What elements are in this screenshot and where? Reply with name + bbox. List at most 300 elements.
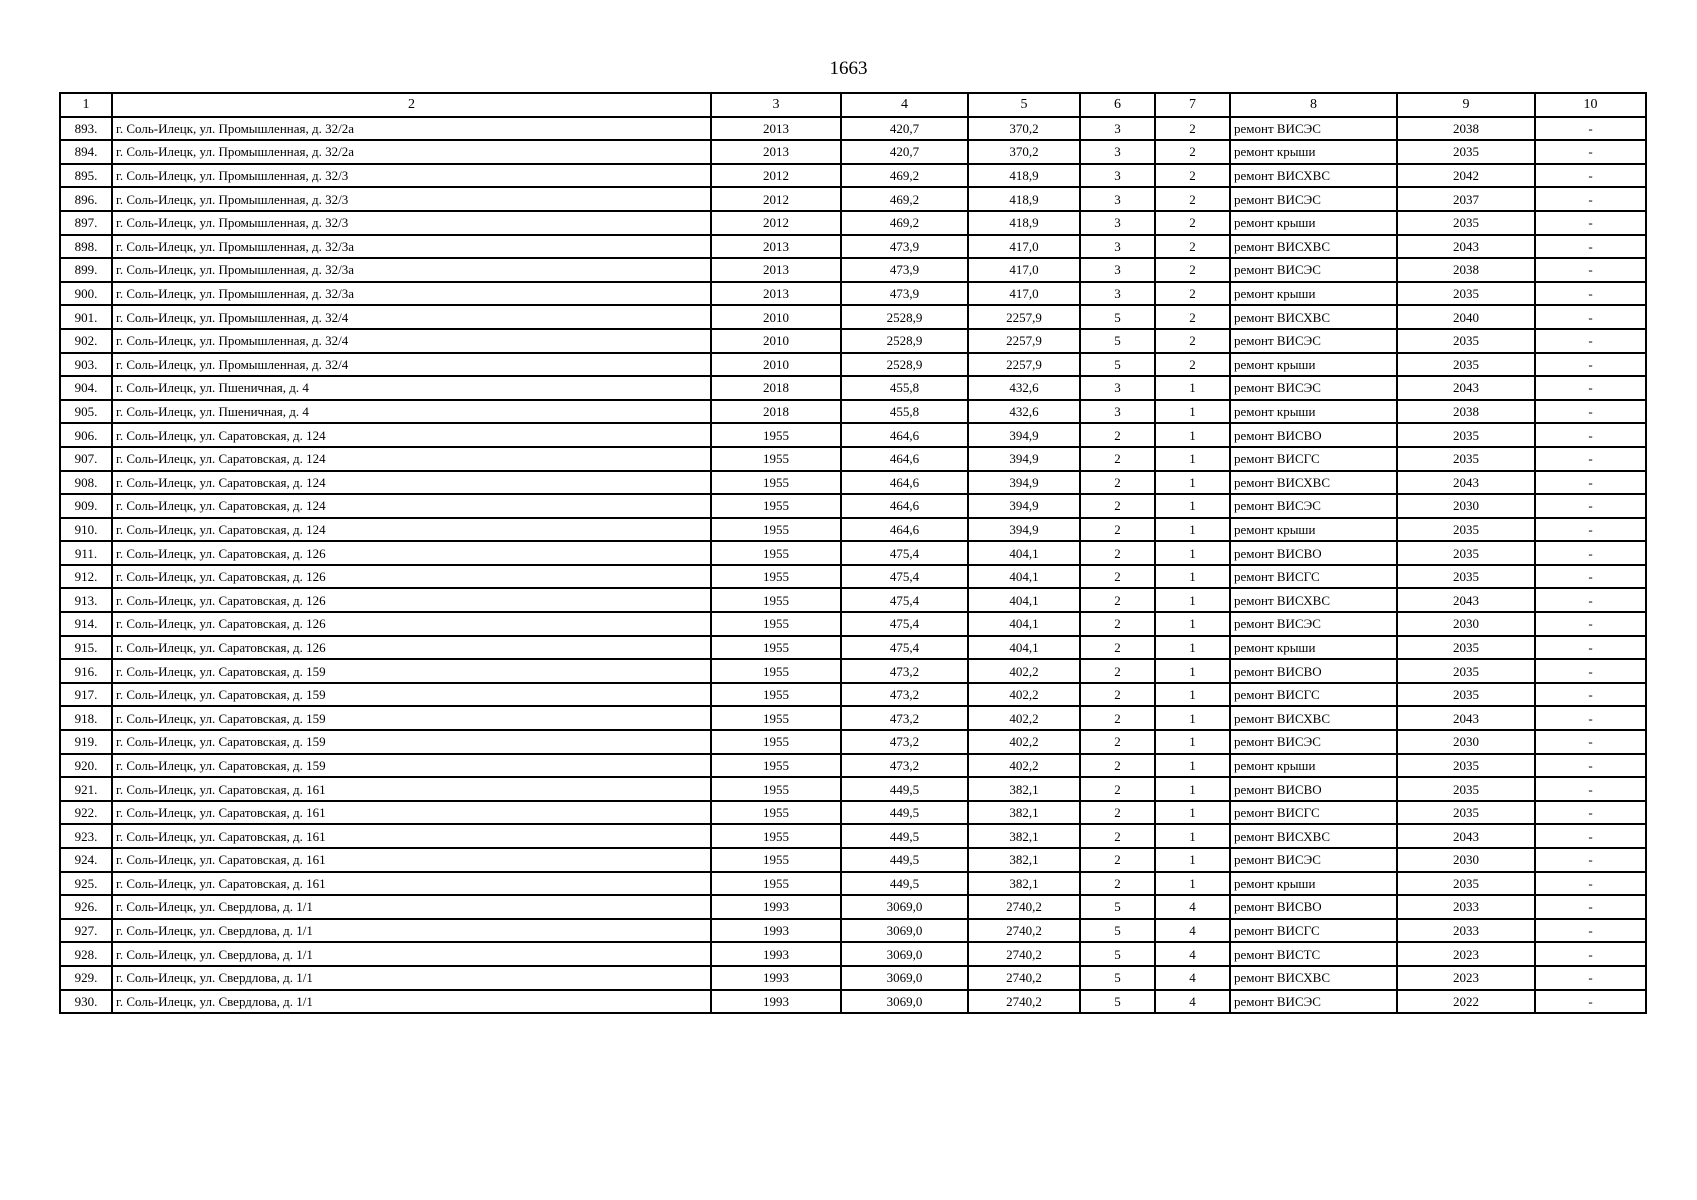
planned-year-cell: 2035: [1397, 683, 1535, 707]
row-number-cell: 921.: [60, 777, 112, 801]
row-number-cell: 905.: [60, 400, 112, 424]
table-row: [60, 423, 1646, 447]
total-area-cell: 469,2: [841, 211, 968, 235]
row-number-cell: 900.: [60, 282, 112, 306]
note-cell: -: [1535, 565, 1646, 589]
living-area-cell: 2740,2: [968, 942, 1080, 966]
row-number-cell: 917.: [60, 683, 112, 707]
address-cell: г. Соль-Илецк, ул. Свердлова, д. 1/1: [112, 895, 711, 919]
table-row: [60, 966, 1646, 990]
entrances-cell: 1: [1155, 612, 1230, 636]
living-area-cell: 382,1: [968, 872, 1080, 896]
row-number-cell: 903.: [60, 353, 112, 377]
table-body: [60, 117, 1646, 1014]
floors-cell: 5: [1080, 329, 1155, 353]
total-area-cell: 464,6: [841, 471, 968, 495]
address-cell: г. Соль-Илецк, ул. Промышленная, д. 32/4: [112, 353, 711, 377]
column-header: 1: [60, 93, 112, 117]
note-cell: -: [1535, 518, 1646, 542]
entrances-cell: 1: [1155, 400, 1230, 424]
note-cell: -: [1535, 659, 1646, 683]
work-type-cell: ремонт ВИСГС: [1230, 801, 1397, 825]
floors-cell: 5: [1080, 305, 1155, 329]
note-cell: -: [1535, 376, 1646, 400]
year-built-cell: 1955: [711, 612, 841, 636]
floors-cell: 5: [1080, 966, 1155, 990]
year-built-cell: 1955: [711, 471, 841, 495]
entrances-cell: 1: [1155, 447, 1230, 471]
address-cell: г. Соль-Илецк, ул. Саратовская, д. 161: [112, 872, 711, 896]
note-cell: -: [1535, 423, 1646, 447]
total-area-cell: 3069,0: [841, 966, 968, 990]
note-cell: -: [1535, 777, 1646, 801]
address-cell: г. Соль-Илецк, ул. Промышленная, д. 32/2а: [112, 117, 711, 141]
floors-cell: 3: [1080, 140, 1155, 164]
floors-cell: 2: [1080, 848, 1155, 872]
note-cell: -: [1535, 235, 1646, 259]
address-cell: г. Соль-Илецк, ул. Промышленная, д. 32/3: [112, 164, 711, 188]
year-built-cell: 2013: [711, 282, 841, 306]
floors-cell: 5: [1080, 942, 1155, 966]
row-number-cell: 927.: [60, 919, 112, 943]
floors-cell: 2: [1080, 423, 1155, 447]
living-area-cell: 418,9: [968, 164, 1080, 188]
work-type-cell: ремонт ВИСВО: [1230, 895, 1397, 919]
planned-year-cell: 2022: [1397, 990, 1535, 1014]
total-area-cell: 473,9: [841, 282, 968, 306]
address-cell: г. Соль-Илецк, ул. Промышленная, д. 32/3: [112, 187, 711, 211]
work-type-cell: ремонт ВИСХВС: [1230, 471, 1397, 495]
year-built-cell: 1993: [711, 990, 841, 1014]
column-header: 2: [112, 93, 711, 117]
entrances-cell: 1: [1155, 376, 1230, 400]
table-row: [60, 990, 1646, 1014]
work-type-cell: ремонт ВИСХВС: [1230, 706, 1397, 730]
address-cell: г. Соль-Илецк, ул. Саратовская, д. 124: [112, 471, 711, 495]
address-cell: г. Соль-Илецк, ул. Саратовская, д. 159: [112, 683, 711, 707]
planned-year-cell: 2030: [1397, 730, 1535, 754]
total-area-cell: 473,2: [841, 730, 968, 754]
row-number-cell: 897.: [60, 211, 112, 235]
table-row: [60, 400, 1646, 424]
planned-year-cell: 2043: [1397, 588, 1535, 612]
entrances-cell: 2: [1155, 140, 1230, 164]
planned-year-cell: 2033: [1397, 895, 1535, 919]
table-row: [60, 235, 1646, 259]
year-built-cell: 1955: [711, 636, 841, 660]
table-row: [60, 801, 1646, 825]
entrances-cell: 1: [1155, 754, 1230, 778]
living-area-cell: 404,1: [968, 565, 1080, 589]
year-built-cell: 2013: [711, 140, 841, 164]
year-built-cell: 1955: [711, 872, 841, 896]
entrances-cell: 4: [1155, 966, 1230, 990]
note-cell: -: [1535, 329, 1646, 353]
table-row: [60, 258, 1646, 282]
planned-year-cell: 2040: [1397, 305, 1535, 329]
table-row: [60, 117, 1646, 141]
year-built-cell: 1993: [711, 919, 841, 943]
address-cell: г. Соль-Илецк, ул. Саратовская, д. 159: [112, 706, 711, 730]
total-area-cell: 469,2: [841, 164, 968, 188]
address-cell: г. Соль-Илецк, ул. Саратовская, д. 161: [112, 777, 711, 801]
entrances-cell: 4: [1155, 942, 1230, 966]
planned-year-cell: 2035: [1397, 211, 1535, 235]
total-area-cell: 475,4: [841, 612, 968, 636]
planned-year-cell: 2035: [1397, 754, 1535, 778]
planned-year-cell: 2030: [1397, 848, 1535, 872]
work-type-cell: ремонт ВИСГС: [1230, 565, 1397, 589]
planned-year-cell: 2030: [1397, 612, 1535, 636]
address-cell: г. Соль-Илецк, ул. Пшеничная, д. 4: [112, 376, 711, 400]
living-area-cell: 404,1: [968, 612, 1080, 636]
note-cell: -: [1535, 919, 1646, 943]
note-cell: -: [1535, 117, 1646, 141]
address-cell: г. Соль-Илецк, ул. Саратовская, д. 124: [112, 447, 711, 471]
row-number-cell: 922.: [60, 801, 112, 825]
entrances-cell: 1: [1155, 801, 1230, 825]
row-number-cell: 902.: [60, 329, 112, 353]
planned-year-cell: 2043: [1397, 471, 1535, 495]
address-cell: г. Соль-Илецк, ул. Саратовская, д. 124: [112, 518, 711, 542]
table-row: [60, 565, 1646, 589]
total-area-cell: 2528,9: [841, 305, 968, 329]
address-cell: г. Соль-Илецк, ул. Саратовская, д. 126: [112, 565, 711, 589]
living-area-cell: 432,6: [968, 400, 1080, 424]
planned-year-cell: 2035: [1397, 282, 1535, 306]
work-type-cell: ремонт ВИСЭС: [1230, 117, 1397, 141]
total-area-cell: 473,2: [841, 683, 968, 707]
column-header: 4: [841, 93, 968, 117]
note-cell: -: [1535, 706, 1646, 730]
year-built-cell: 1955: [711, 801, 841, 825]
floors-cell: 3: [1080, 164, 1155, 188]
table-row: [60, 164, 1646, 188]
address-cell: г. Соль-Илецк, ул. Свердлова, д. 1/1: [112, 942, 711, 966]
year-built-cell: 1955: [711, 706, 841, 730]
work-type-cell: ремонт ВИСХВС: [1230, 588, 1397, 612]
note-cell: -: [1535, 990, 1646, 1014]
work-type-cell: ремонт ВИСЭС: [1230, 990, 1397, 1014]
year-built-cell: 2010: [711, 353, 841, 377]
living-area-cell: 417,0: [968, 235, 1080, 259]
total-area-cell: 475,4: [841, 588, 968, 612]
planned-year-cell: 2035: [1397, 777, 1535, 801]
work-type-cell: ремонт крыши: [1230, 400, 1397, 424]
floors-cell: 2: [1080, 872, 1155, 896]
work-type-cell: ремонт крыши: [1230, 282, 1397, 306]
repair-schedule-table: [59, 92, 1647, 1014]
planned-year-cell: 2023: [1397, 942, 1535, 966]
row-number-cell: 896.: [60, 187, 112, 211]
address-cell: г. Соль-Илецк, ул. Свердлова, д. 1/1: [112, 919, 711, 943]
table-row: [60, 872, 1646, 896]
floors-cell: 2: [1080, 659, 1155, 683]
address-cell: г. Соль-Илецк, ул. Пшеничная, д. 4: [112, 400, 711, 424]
living-area-cell: 370,2: [968, 140, 1080, 164]
total-area-cell: 473,2: [841, 754, 968, 778]
row-number-cell: 915.: [60, 636, 112, 660]
address-cell: г. Соль-Илецк, ул. Саратовская, д. 126: [112, 588, 711, 612]
entrances-cell: 2: [1155, 353, 1230, 377]
row-number-cell: 910.: [60, 518, 112, 542]
work-type-cell: ремонт ВИСЭС: [1230, 730, 1397, 754]
note-cell: -: [1535, 612, 1646, 636]
work-type-cell: ремонт крыши: [1230, 636, 1397, 660]
table-row: [60, 187, 1646, 211]
total-area-cell: 2528,9: [841, 353, 968, 377]
floors-cell: 2: [1080, 801, 1155, 825]
work-type-cell: ремонт ВИСТС: [1230, 942, 1397, 966]
living-area-cell: 404,1: [968, 588, 1080, 612]
planned-year-cell: 2035: [1397, 659, 1535, 683]
year-built-cell: 1955: [711, 683, 841, 707]
row-number-cell: 916.: [60, 659, 112, 683]
work-type-cell: ремонт крыши: [1230, 518, 1397, 542]
table-row: [60, 919, 1646, 943]
planned-year-cell: 2035: [1397, 423, 1535, 447]
living-area-cell: 432,6: [968, 376, 1080, 400]
living-area-cell: 382,1: [968, 824, 1080, 848]
address-cell: г. Соль-Илецк, ул. Саратовская, д. 159: [112, 659, 711, 683]
address-cell: г. Соль-Илецк, ул. Саратовская, д. 126: [112, 636, 711, 660]
column-header: 9: [1397, 93, 1535, 117]
floors-cell: 2: [1080, 824, 1155, 848]
table-row: [60, 494, 1646, 518]
planned-year-cell: 2035: [1397, 872, 1535, 896]
work-type-cell: ремонт ВИСХВС: [1230, 966, 1397, 990]
table-row: [60, 305, 1646, 329]
floors-cell: 5: [1080, 990, 1155, 1014]
entrances-cell: 1: [1155, 848, 1230, 872]
address-cell: г. Соль-Илецк, ул. Саратовская, д. 161: [112, 848, 711, 872]
entrances-cell: 1: [1155, 471, 1230, 495]
year-built-cell: 2018: [711, 376, 841, 400]
table-row: [60, 612, 1646, 636]
entrances-cell: 4: [1155, 919, 1230, 943]
entrances-cell: 2: [1155, 117, 1230, 141]
row-number-cell: 907.: [60, 447, 112, 471]
total-area-cell: 473,2: [841, 659, 968, 683]
planned-year-cell: 2035: [1397, 801, 1535, 825]
year-built-cell: 1955: [711, 754, 841, 778]
living-area-cell: 394,9: [968, 471, 1080, 495]
note-cell: -: [1535, 848, 1646, 872]
entrances-cell: 1: [1155, 518, 1230, 542]
work-type-cell: ремонт крыши: [1230, 353, 1397, 377]
year-built-cell: 1993: [711, 942, 841, 966]
living-area-cell: 417,0: [968, 282, 1080, 306]
work-type-cell: ремонт ВИСЭС: [1230, 187, 1397, 211]
floors-cell: 2: [1080, 730, 1155, 754]
entrances-cell: 1: [1155, 824, 1230, 848]
year-built-cell: 2012: [711, 187, 841, 211]
living-area-cell: 402,2: [968, 706, 1080, 730]
address-cell: г. Соль-Илецк, ул. Свердлова, д. 1/1: [112, 990, 711, 1014]
year-built-cell: 1955: [711, 541, 841, 565]
floors-cell: 2: [1080, 518, 1155, 542]
planned-year-cell: 2035: [1397, 353, 1535, 377]
row-number-cell: 930.: [60, 990, 112, 1014]
note-cell: -: [1535, 895, 1646, 919]
work-type-cell: ремонт крыши: [1230, 754, 1397, 778]
work-type-cell: ремонт ВИСВО: [1230, 777, 1397, 801]
note-cell: -: [1535, 258, 1646, 282]
address-cell: г. Соль-Илецк, ул. Промышленная, д. 32/3: [112, 211, 711, 235]
living-area-cell: 404,1: [968, 541, 1080, 565]
row-number-cell: 925.: [60, 872, 112, 896]
floors-cell: 3: [1080, 187, 1155, 211]
address-cell: г. Соль-Илецк, ул. Промышленная, д. 32/2а: [112, 140, 711, 164]
work-type-cell: ремонт ВИСХВС: [1230, 235, 1397, 259]
year-built-cell: 2013: [711, 258, 841, 282]
table-row: [60, 518, 1646, 542]
column-header: 5: [968, 93, 1080, 117]
entrances-cell: 1: [1155, 683, 1230, 707]
table-row: [60, 282, 1646, 306]
living-area-cell: 2740,2: [968, 919, 1080, 943]
year-built-cell: 1955: [711, 423, 841, 447]
total-area-cell: 2528,9: [841, 329, 968, 353]
planned-year-cell: 2042: [1397, 164, 1535, 188]
table-row: [60, 447, 1646, 471]
floors-cell: 2: [1080, 471, 1155, 495]
planned-year-cell: 2023: [1397, 966, 1535, 990]
entrances-cell: 2: [1155, 235, 1230, 259]
living-area-cell: 394,9: [968, 423, 1080, 447]
note-cell: -: [1535, 305, 1646, 329]
year-built-cell: 2013: [711, 235, 841, 259]
living-area-cell: 2740,2: [968, 895, 1080, 919]
note-cell: -: [1535, 824, 1646, 848]
total-area-cell: 420,7: [841, 140, 968, 164]
address-cell: г. Соль-Илецк, ул. Промышленная, д. 32/3а: [112, 258, 711, 282]
total-area-cell: 475,4: [841, 565, 968, 589]
total-area-cell: 449,5: [841, 801, 968, 825]
address-cell: г. Соль-Илецк, ул. Саратовская, д. 161: [112, 801, 711, 825]
note-cell: -: [1535, 400, 1646, 424]
total-area-cell: 464,6: [841, 494, 968, 518]
row-number-cell: 895.: [60, 164, 112, 188]
living-area-cell: 418,9: [968, 187, 1080, 211]
address-cell: г. Соль-Илецк, ул. Промышленная, д. 32/3а: [112, 235, 711, 259]
floors-cell: 2: [1080, 754, 1155, 778]
note-cell: -: [1535, 966, 1646, 990]
row-number-cell: 926.: [60, 895, 112, 919]
row-number-cell: 909.: [60, 494, 112, 518]
table-row: [60, 777, 1646, 801]
row-number-cell: 908.: [60, 471, 112, 495]
floors-cell: 2: [1080, 683, 1155, 707]
work-type-cell: ремонт ВИСГС: [1230, 683, 1397, 707]
year-built-cell: 2010: [711, 305, 841, 329]
year-built-cell: 2013: [711, 117, 841, 141]
address-cell: г. Соль-Илецк, ул. Саратовская, д. 159: [112, 754, 711, 778]
note-cell: -: [1535, 730, 1646, 754]
total-area-cell: 464,6: [841, 447, 968, 471]
year-built-cell: 2012: [711, 164, 841, 188]
total-area-cell: 449,5: [841, 777, 968, 801]
column-header: 7: [1155, 93, 1230, 117]
address-cell: г. Соль-Илецк, ул. Промышленная, д. 32/3а: [112, 282, 711, 306]
entrances-cell: 1: [1155, 423, 1230, 447]
living-area-cell: 404,1: [968, 636, 1080, 660]
address-cell: г. Соль-Илецк, ул. Саратовская, д. 161: [112, 824, 711, 848]
planned-year-cell: 2030: [1397, 494, 1535, 518]
note-cell: -: [1535, 494, 1646, 518]
floors-cell: 2: [1080, 612, 1155, 636]
living-area-cell: 2740,2: [968, 966, 1080, 990]
column-header: 8: [1230, 93, 1397, 117]
year-built-cell: 2010: [711, 329, 841, 353]
planned-year-cell: 2035: [1397, 636, 1535, 660]
row-number-cell: 893.: [60, 117, 112, 141]
year-built-cell: 1955: [711, 659, 841, 683]
floors-cell: 5: [1080, 919, 1155, 943]
entrances-cell: 2: [1155, 187, 1230, 211]
entrances-cell: 4: [1155, 895, 1230, 919]
work-type-cell: ремонт ВИСВО: [1230, 659, 1397, 683]
floors-cell: 2: [1080, 636, 1155, 660]
work-type-cell: ремонт крыши: [1230, 872, 1397, 896]
work-type-cell: ремонт ВИСХВС: [1230, 824, 1397, 848]
note-cell: -: [1535, 164, 1646, 188]
living-area-cell: 382,1: [968, 801, 1080, 825]
entrances-cell: 1: [1155, 706, 1230, 730]
entrances-cell: 1: [1155, 659, 1230, 683]
total-area-cell: 473,9: [841, 235, 968, 259]
floors-cell: 3: [1080, 258, 1155, 282]
living-area-cell: 394,9: [968, 518, 1080, 542]
year-built-cell: 1955: [711, 848, 841, 872]
living-area-cell: 402,2: [968, 754, 1080, 778]
planned-year-cell: 2035: [1397, 518, 1535, 542]
planned-year-cell: 2035: [1397, 541, 1535, 565]
column-header: 6: [1080, 93, 1155, 117]
table-row: [60, 706, 1646, 730]
table-row: [60, 588, 1646, 612]
entrances-cell: 2: [1155, 211, 1230, 235]
planned-year-cell: 2035: [1397, 565, 1535, 589]
row-number-cell: 928.: [60, 942, 112, 966]
planned-year-cell: 2043: [1397, 376, 1535, 400]
table-row: [60, 140, 1646, 164]
total-area-cell: 420,7: [841, 117, 968, 141]
column-header: 3: [711, 93, 841, 117]
note-cell: -: [1535, 942, 1646, 966]
note-cell: -: [1535, 282, 1646, 306]
entrances-cell: 1: [1155, 565, 1230, 589]
row-number-cell: 906.: [60, 423, 112, 447]
note-cell: -: [1535, 636, 1646, 660]
address-cell: г. Соль-Илецк, ул. Саратовская, д. 124: [112, 494, 711, 518]
table-row: [60, 942, 1646, 966]
total-area-cell: 3069,0: [841, 919, 968, 943]
note-cell: -: [1535, 447, 1646, 471]
floors-cell: 2: [1080, 565, 1155, 589]
work-type-cell: ремонт ВИСВО: [1230, 541, 1397, 565]
note-cell: -: [1535, 588, 1646, 612]
floors-cell: 3: [1080, 211, 1155, 235]
floors-cell: 3: [1080, 400, 1155, 424]
total-area-cell: 3069,0: [841, 895, 968, 919]
living-area-cell: 394,9: [968, 494, 1080, 518]
address-cell: г. Соль-Илецк, ул. Промышленная, д. 32/4: [112, 305, 711, 329]
living-area-cell: 2257,9: [968, 305, 1080, 329]
total-area-cell: 455,8: [841, 400, 968, 424]
note-cell: -: [1535, 541, 1646, 565]
note-cell: -: [1535, 353, 1646, 377]
